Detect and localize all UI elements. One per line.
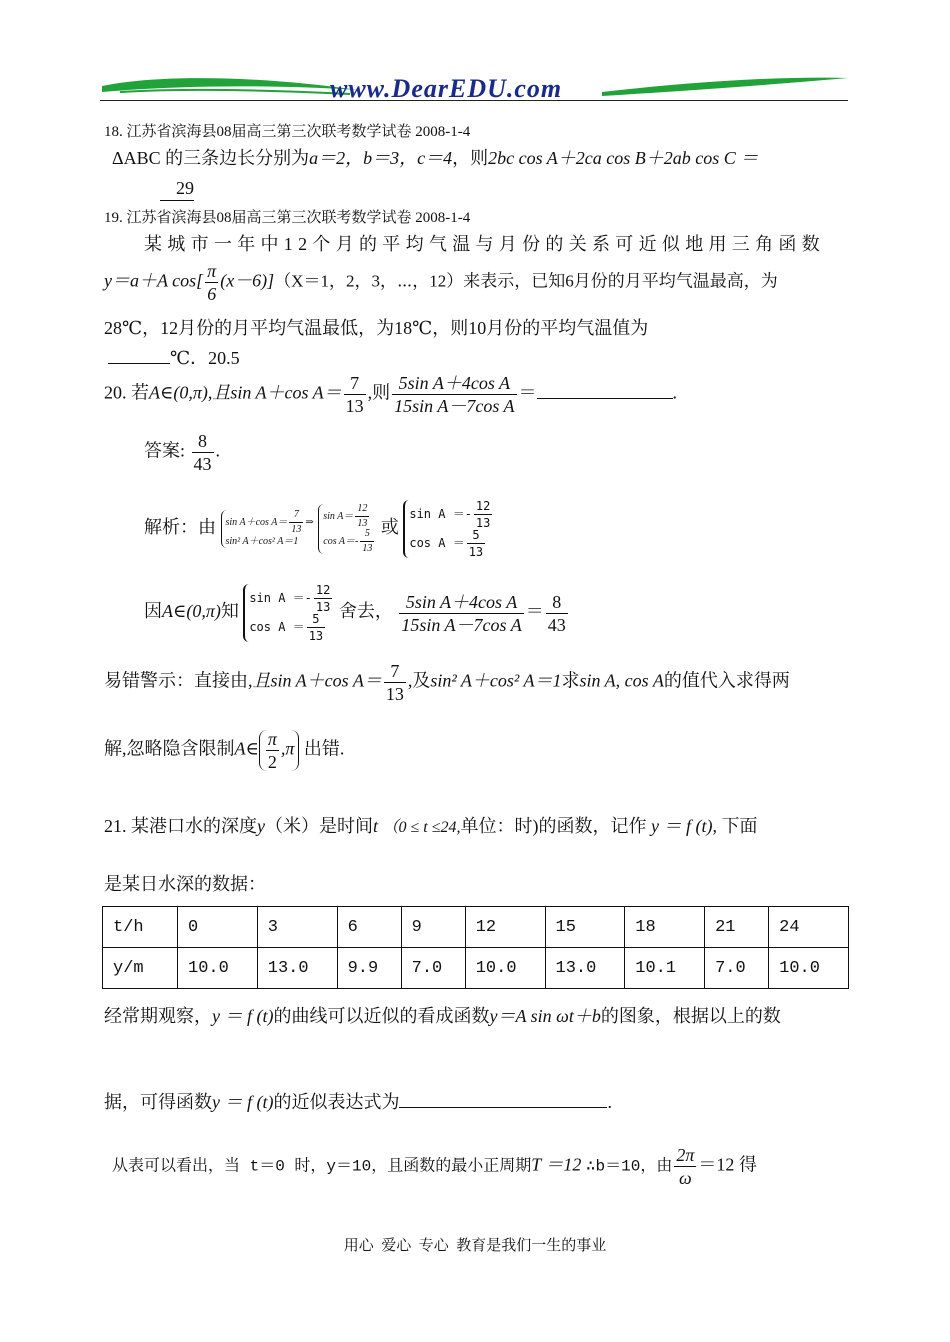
q20-warn-thirteen: 13 xyxy=(385,684,404,704)
q20-number: 20. xyxy=(104,382,127,403)
q19-answer-line xyxy=(108,346,240,370)
sys2-r2-text: cos A＝- xyxy=(323,535,359,547)
q20-int-two: 2 xyxy=(267,752,277,772)
q20-cond2: ,且sin A＋cos A＝ xyxy=(207,382,342,403)
q20-warning xyxy=(104,662,790,703)
q20-sheqv: 舍去， xyxy=(338,601,393,622)
table-cell: 10.1 xyxy=(625,948,705,989)
sys3-r2-frac xyxy=(467,529,485,558)
q21-observation xyxy=(104,1004,781,1028)
q21-line2: 是某日水深的数据： xyxy=(104,874,266,894)
q20-thirteen: 13 xyxy=(345,396,364,416)
q19-line2 xyxy=(104,262,778,303)
q20-warn2-a: 解,忽略隐含限制 xyxy=(104,738,235,759)
q20-result-value xyxy=(546,593,568,634)
q19-source-text: 江苏省滨海县08届高三第三次联考数学试卷 2008-1-4 xyxy=(126,210,471,226)
q21-sol-c: ＝12 得 xyxy=(698,1154,757,1175)
table-row-depth xyxy=(103,948,849,989)
sys3-r2-d: 13 xyxy=(468,545,484,559)
q21-sol-a: 从表可以看出，当 t＝0 时，y＝10，且函数的最小正周期 xyxy=(112,1157,532,1176)
q21-ask xyxy=(104,1090,612,1114)
q19-six: 6 xyxy=(207,284,217,304)
header-rule xyxy=(100,100,848,101)
q20-warn-a: 易错警示：直接由 xyxy=(104,670,248,691)
q21-range: （0 ≤ t ≤24, xyxy=(382,819,461,836)
q20-res-n: 8 xyxy=(546,593,568,614)
q20-eq: ＝ xyxy=(518,382,537,403)
q20-system-1 xyxy=(221,510,314,548)
q18-source-text: 江苏省滨海县08届高三第三次联考数学试卷 2008-1-4 xyxy=(126,124,471,140)
sys1-arrow: ⇒ xyxy=(305,516,314,528)
sys4-r1-n: 12 xyxy=(315,583,331,597)
q19-domain: （X＝1，2，3，⋯，12）来表示，已知6月份的月平均气温最高，为 xyxy=(274,271,778,291)
q21-ask-b: y ＝ f (t) xyxy=(212,1092,274,1112)
q20-answer-label: 答案: xyxy=(144,440,186,461)
sys2-r2-n: 5 xyxy=(360,529,374,542)
table-cell: 24 xyxy=(769,907,849,948)
q21-solution xyxy=(112,1146,757,1187)
q20-system-2 xyxy=(318,504,376,554)
q20-reason xyxy=(144,584,570,642)
q20-num: 5sin A＋4cos A xyxy=(392,374,516,395)
q20-huo: 或 xyxy=(380,517,399,538)
q20-system-3 xyxy=(403,500,494,558)
sys2-r1-text: sin A＝ xyxy=(323,510,354,522)
depth-table xyxy=(102,906,849,989)
q21-sol-num: 2π xyxy=(676,1145,695,1165)
q21-blank xyxy=(399,1107,607,1108)
q20-warn-cond: ,且sin A＋cos A＝ xyxy=(248,670,382,691)
q21-obs-d: y＝A sin ωt＋b xyxy=(489,1006,601,1026)
q20-int-pi: π xyxy=(267,729,277,749)
q20-warn-b: ,及 xyxy=(407,670,431,691)
q18-body xyxy=(112,146,758,170)
q20-warn-seven: 7 xyxy=(384,662,406,683)
sys1-r1-frac xyxy=(289,510,303,535)
sys3-r1-text: sin A ＝- xyxy=(409,507,472,521)
q18-vars: a＝2，b＝3，c＝4 xyxy=(309,148,453,168)
q21-sol-frac xyxy=(674,1146,696,1187)
q20-answer-den: 43 xyxy=(193,454,212,474)
q21-obs-e: 的图象，根据以上的数 xyxy=(600,1006,781,1026)
sys2-row2 xyxy=(323,529,376,554)
q20-warn-f: 的值代入求得两 xyxy=(663,670,790,691)
q21-obs-c: 的曲线可以近似的看成函数 xyxy=(273,1006,490,1026)
q21-text-d: 下面 xyxy=(721,816,758,836)
q21-ask-end: . xyxy=(607,1092,612,1112)
q18-number: 18. xyxy=(104,124,123,140)
table-cell: 10.0 xyxy=(465,948,545,989)
q21-ask-c: 的近似表达式为 xyxy=(273,1092,400,1112)
q20-res-d: 43 xyxy=(547,614,566,635)
sys4-r2-text: cos A ＝ xyxy=(249,620,305,634)
q21-ask-a: 据，可得函数 xyxy=(104,1092,212,1112)
q21-sol-T: T ＝12 xyxy=(531,1154,582,1175)
q20-interval xyxy=(259,730,300,771)
sys3-r2-text: cos A ＝ xyxy=(409,536,465,550)
table-cell: 10.0 xyxy=(769,948,849,989)
table-row-time xyxy=(103,907,849,948)
sys1-r1-text: sin A＋cos A＝ xyxy=(225,516,288,528)
q19-formula-post: (x－6)] xyxy=(220,270,275,291)
header-swoosh-left xyxy=(100,70,360,102)
q21-sol-b: ∴b＝10，由 xyxy=(585,1157,673,1176)
sys4-row2 xyxy=(249,613,334,642)
footer-motto: 用心 爱心 专心 教育是我们一生的事业 xyxy=(343,1238,607,1254)
q19-blank xyxy=(108,363,170,364)
table-cell: t/h xyxy=(103,907,178,948)
q21-number: 21. xyxy=(104,816,127,836)
sys3-r1-d: 13 xyxy=(475,516,491,530)
sys4-r1-d: 13 xyxy=(315,600,331,614)
q20-warn-c: sin² A＋cos² A＝1 xyxy=(430,670,562,691)
q20-warn-frac xyxy=(384,662,406,703)
q19-formula-pre: y＝a＋A cos[ xyxy=(104,270,204,291)
q21-text-a: 某港口水的深度 xyxy=(131,816,257,836)
table-cell: 9 xyxy=(401,907,465,948)
table-cell: 18 xyxy=(625,907,705,948)
q21-func: y ＝ f (t), xyxy=(651,816,718,836)
q20-because: 因 xyxy=(144,601,162,622)
q21-obs-a: 经常期观察， xyxy=(104,1006,212,1026)
q21-sol-den: ω xyxy=(679,1168,692,1188)
q20-system-4 xyxy=(243,584,334,642)
site-logo: www.DearEDU.com xyxy=(330,74,563,103)
q20-cond1: A∈(0,π) xyxy=(149,382,208,403)
table-cell: 3 xyxy=(257,907,337,948)
sys2-r1-d: 13 xyxy=(357,518,368,529)
q20-warn2-b: A∈ xyxy=(234,738,259,759)
q20-result-den: 15sin A－7cos A xyxy=(401,614,522,635)
sys2-r1-n: 12 xyxy=(355,504,369,517)
sys2-r2-d: 13 xyxy=(362,543,373,554)
table-cell: 13.0 xyxy=(545,948,625,989)
q20-result-eq: ＝ xyxy=(525,601,544,622)
sys4-row1 xyxy=(249,584,334,613)
q20-reason-cond: A∈(0,π) xyxy=(162,601,221,622)
table-cell: 7.0 xyxy=(401,948,465,989)
q20-answer xyxy=(144,432,220,473)
table-cell: 0 xyxy=(178,907,258,948)
q20-main-frac xyxy=(392,374,516,415)
q20-question xyxy=(104,374,677,415)
sys4-r1-frac xyxy=(314,584,332,613)
q20-blank xyxy=(537,398,673,399)
sys3-row2 xyxy=(409,529,494,558)
q20-warn-d: 求 xyxy=(561,670,580,691)
q20-interval-frac xyxy=(266,730,279,771)
table-cell: 7.0 xyxy=(705,948,769,989)
table-cell: 21 xyxy=(705,907,769,948)
q18-answer-value: 29 xyxy=(160,176,194,201)
q21-text-c: 单位：时)的函数，记作 xyxy=(460,816,647,836)
q20-seven: 7 xyxy=(344,374,366,395)
q20-zhi: 知 xyxy=(220,601,239,622)
q20-period: . xyxy=(672,382,678,403)
q20-warn2-c: 出错. xyxy=(303,738,345,759)
q20-warning-2 xyxy=(104,730,344,771)
q19-number: 19. xyxy=(104,210,123,226)
q20-warn-e: sin A, cos A xyxy=(579,670,664,691)
q20-result-num: 5sin A＋4cos A xyxy=(399,593,523,614)
sys4-r2-d: 13 xyxy=(308,629,324,643)
table-cell: 15 xyxy=(545,907,625,948)
q18-text-a: ΔABC 的三条边长分别为 xyxy=(112,148,310,168)
q18-text-b: ，则 xyxy=(452,148,489,168)
q21-y: y xyxy=(257,816,265,836)
q20-cond-frac xyxy=(344,374,366,415)
q19-pi: π xyxy=(207,261,217,281)
sys2-row1 xyxy=(323,504,376,529)
sys4-r1-text: sin A ＝- xyxy=(249,591,312,605)
q20-result-frac xyxy=(399,593,523,634)
q20-interval-end: ,π xyxy=(280,738,295,759)
table-cell: 10.0 xyxy=(178,948,258,989)
q20-ze: ,则 xyxy=(367,382,391,403)
header-swoosh-right xyxy=(600,70,850,102)
sys3-r2-n: 5 xyxy=(467,529,485,544)
q20-answer-end: . xyxy=(215,440,221,461)
sys3-r1-frac xyxy=(474,500,492,529)
sys2-r2-frac xyxy=(360,529,374,554)
q20-analysis xyxy=(144,500,494,558)
q20-answer-num: 8 xyxy=(192,432,214,453)
q19-fraction xyxy=(205,262,218,303)
sys3-r1-n: 12 xyxy=(475,499,491,513)
q19-source xyxy=(104,206,470,230)
q19-answer: ℃．20.5 xyxy=(170,348,240,368)
sys1-r1-n: 7 xyxy=(289,510,303,523)
sys1-row2: sin² A＋cos² A＝1 xyxy=(225,536,299,547)
table-cell: 6 xyxy=(337,907,401,948)
q19-line1: 某城市一年中12个月的平均气温与月份的关系可近似地用三角函数 xyxy=(144,234,825,254)
table-cell: 12 xyxy=(465,907,545,948)
q21-obs-b: y ＝ f (t) xyxy=(212,1006,274,1026)
q20-answer-frac xyxy=(192,432,214,473)
q19-line3: 28℃，12月份的月平均气温最低，为18℃，则10月份的平均气温值为 xyxy=(104,318,649,338)
sys3-row1 xyxy=(409,500,494,529)
q21-t: t xyxy=(373,816,379,836)
sys4-r2-n: 5 xyxy=(307,613,325,628)
q20-analysis-label: 解析：由 xyxy=(144,517,216,538)
sys1-r1-d: 13 xyxy=(291,524,302,535)
q18-answer xyxy=(160,176,194,201)
q20-den: 15sin A－7cos A xyxy=(394,396,515,416)
table-cell: y/m xyxy=(103,948,178,989)
table-cell: 13.0 xyxy=(257,948,337,989)
sys4-r2-frac xyxy=(307,613,325,642)
sys1-row1 xyxy=(226,510,314,535)
sys2-r1-frac xyxy=(355,504,369,529)
table-cell: 9.9 xyxy=(337,948,401,989)
q21-question xyxy=(104,814,758,840)
q20-ruo: 若 xyxy=(131,382,149,403)
q18-source xyxy=(104,120,470,144)
q18-expr: 2bc cos A＋2ca cos B＋2ab cos C ＝ xyxy=(488,148,759,168)
q21-text-b: （米）是时间 xyxy=(265,816,373,836)
